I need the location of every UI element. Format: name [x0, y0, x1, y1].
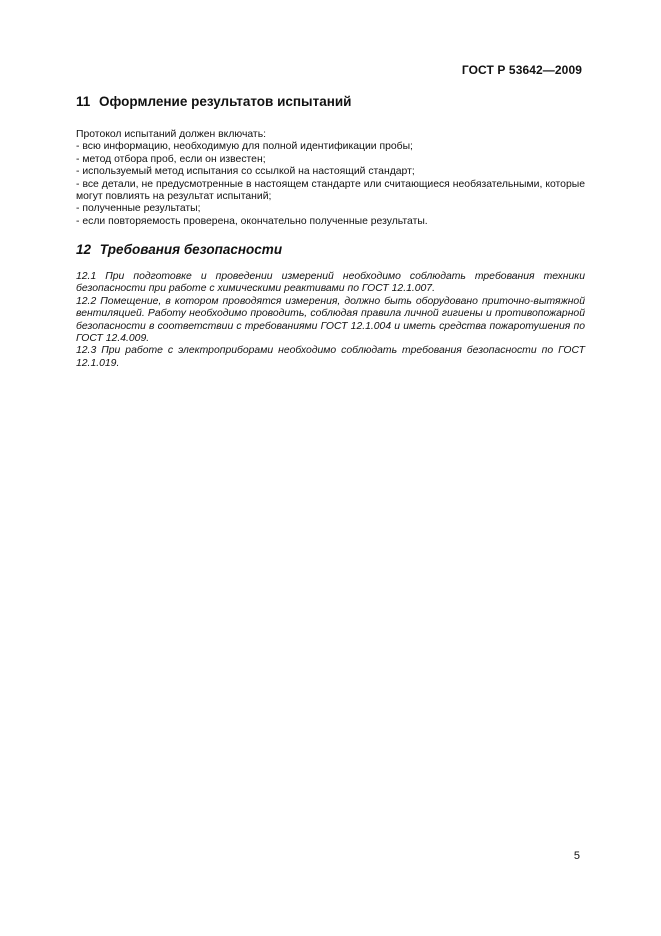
- section-11-title: Оформление результатов испытаний: [99, 94, 352, 109]
- section-11: [76, 93, 585, 228]
- list-item: - полученные результаты;: [76, 203, 201, 215]
- list-item: - всю информацию, необходимую для полной идентификации пробы;: [76, 141, 413, 153]
- section-12-number: 12: [76, 242, 92, 257]
- protocol-intro: Протокол испытаний должен включать:: [76, 129, 266, 140]
- list-item: - все детали, не предусмотренные в настоящем стандарте или считающиеся необязательными, которые могут повлиять на результат испытаний;: [76, 178, 585, 203]
- list-item: - если повторяемость проверена, окончательно полученные результаты.: [76, 215, 428, 227]
- paragraph-12-1: 12.1 При подготовке и проведении измерений необходимо соблюдать требования техники безопасности при работе с химическими реактивами по ГОСТ 12.1.007.: [76, 271, 585, 295]
- list-item: - метод отбора проб, если он известен;: [76, 153, 266, 165]
- section-11-heading: [76, 93, 585, 110]
- section-11-body: [76, 129, 585, 228]
- section-12-heading: [76, 241, 585, 258]
- list-item: - используемый метод испытания со ссылкой на настоящий стандарт;: [76, 166, 415, 178]
- section-11-number: 11: [76, 94, 91, 109]
- standard-code-header: ГОСТ Р 53642—2009: [461, 63, 582, 77]
- page-number: 5: [573, 850, 580, 862]
- section-12-title: Требования безопасности: [99, 242, 283, 257]
- section-12: [76, 241, 585, 370]
- paragraph-12-2: 12.2 Помещение, в котором проводятся измерения, должно быть оборудовано приточно-вытяжной вентиляцией. Работу необходимо проводить, соблюдая правила личной гигиены и противопожарной безопасности в соответствии с требованиями ГОСТ 12.1.004 и иметь средства пожаротушения по ГОСТ 12.4.009.: [76, 295, 585, 345]
- paragraph-12-3: 12.3 При работе с электроприборами необходимо соблюдать требования безопасности по ГОСТ 12.1.019.: [76, 345, 585, 369]
